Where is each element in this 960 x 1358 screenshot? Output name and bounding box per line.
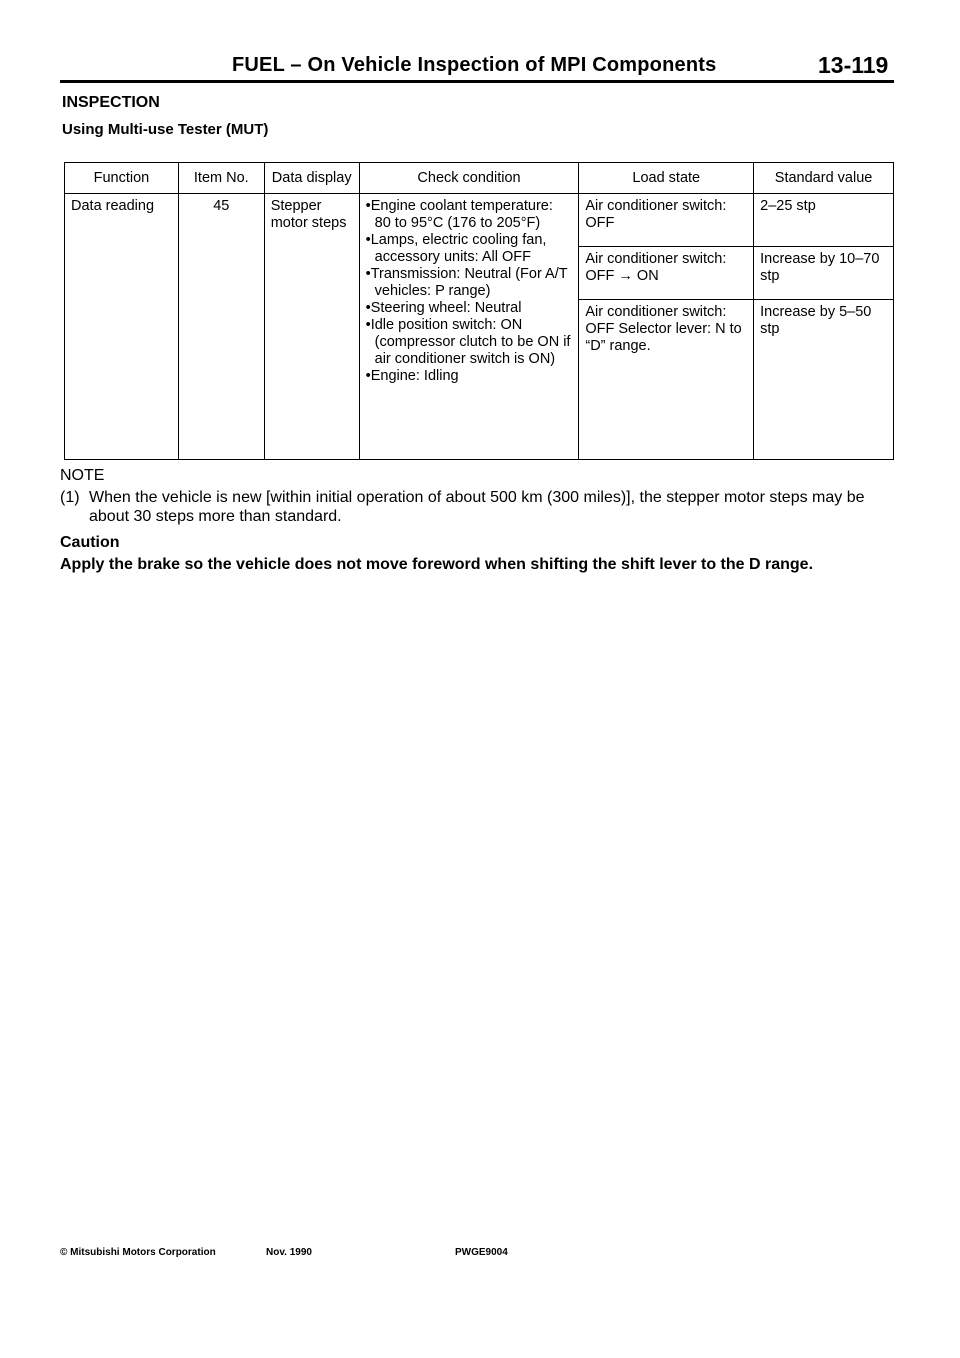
cell-load-state: Air conditioner switch: OFF → ON — [579, 247, 754, 300]
header-check-condition: Check condition — [359, 163, 579, 194]
condition-item: • Idle position switch: ON (compressor clutch to be ON if air conditioner switch is ON) — [366, 317, 573, 368]
condition-item: • Transmission: Neutral (For A/T vehicles: P range) — [366, 266, 573, 300]
note-title: NOTE — [60, 467, 105, 484]
section-subtitle: Using Multi-use Tester (MUT) — [62, 121, 269, 138]
table-header-row — [65, 163, 894, 194]
note-item — [60, 488, 900, 526]
page-header-title: FUEL – On Vehicle Inspection of MPI Components — [232, 54, 717, 76]
page-number: 13-119 — [818, 52, 889, 78]
cell-check-condition — [359, 194, 579, 460]
cell-item-no: 45 — [178, 194, 264, 460]
note-number: (1) — [60, 489, 80, 506]
cell-standard-value: Increase by 5–50 stp — [754, 300, 894, 460]
inspection-table — [64, 162, 894, 460]
note-text: When the vehicle is new [within initial operation of about 500 km (300 miles)], the stepper motor steps may be about 30 steps more than standard. — [89, 489, 865, 525]
cell-data-display: Stepper motor steps — [264, 194, 359, 460]
cell-standard-value: Increase by 10–70 stp — [754, 247, 894, 300]
condition-item: • Steering wheel: Neutral — [366, 300, 573, 317]
condition-item: • Engine coolant temperature: 80 to 95°C (176 to 205°F) — [366, 198, 573, 232]
cell-load-state: Air conditioner switch: OFF Selector lever: N to “D” range. — [579, 300, 754, 460]
caution-title: Caution — [60, 534, 120, 551]
cell-standard-value: 2–25 stp — [754, 194, 894, 247]
table-row — [65, 194, 894, 247]
header-function: Function — [65, 163, 179, 194]
header-item-no: Item No. — [178, 163, 264, 194]
header-standard-value: Standard value — [754, 163, 894, 194]
header-divider — [60, 80, 894, 83]
footer-code: PWGE9004 — [455, 1247, 508, 1258]
footer-copyright: © Mitsubishi Motors Corporation — [60, 1247, 216, 1258]
footer-date: Nov. 1990 — [266, 1247, 312, 1258]
section-title: INSPECTION — [62, 94, 160, 111]
check-condition-list — [366, 198, 573, 385]
header-data-display: Data display — [264, 163, 359, 194]
cell-load-state: Air conditioner switch: OFF — [579, 194, 754, 247]
condition-item: • Lamps, electric cooling fan, accessory units: All OFF — [366, 232, 573, 266]
header-load-state: Load state — [579, 163, 754, 194]
cell-function: Data reading — [65, 194, 179, 460]
condition-item: • Engine: Idling — [366, 368, 573, 385]
caution-text: Apply the brake so the vehicle does not move foreword when shifting the shift lever to the D range. — [60, 556, 814, 573]
